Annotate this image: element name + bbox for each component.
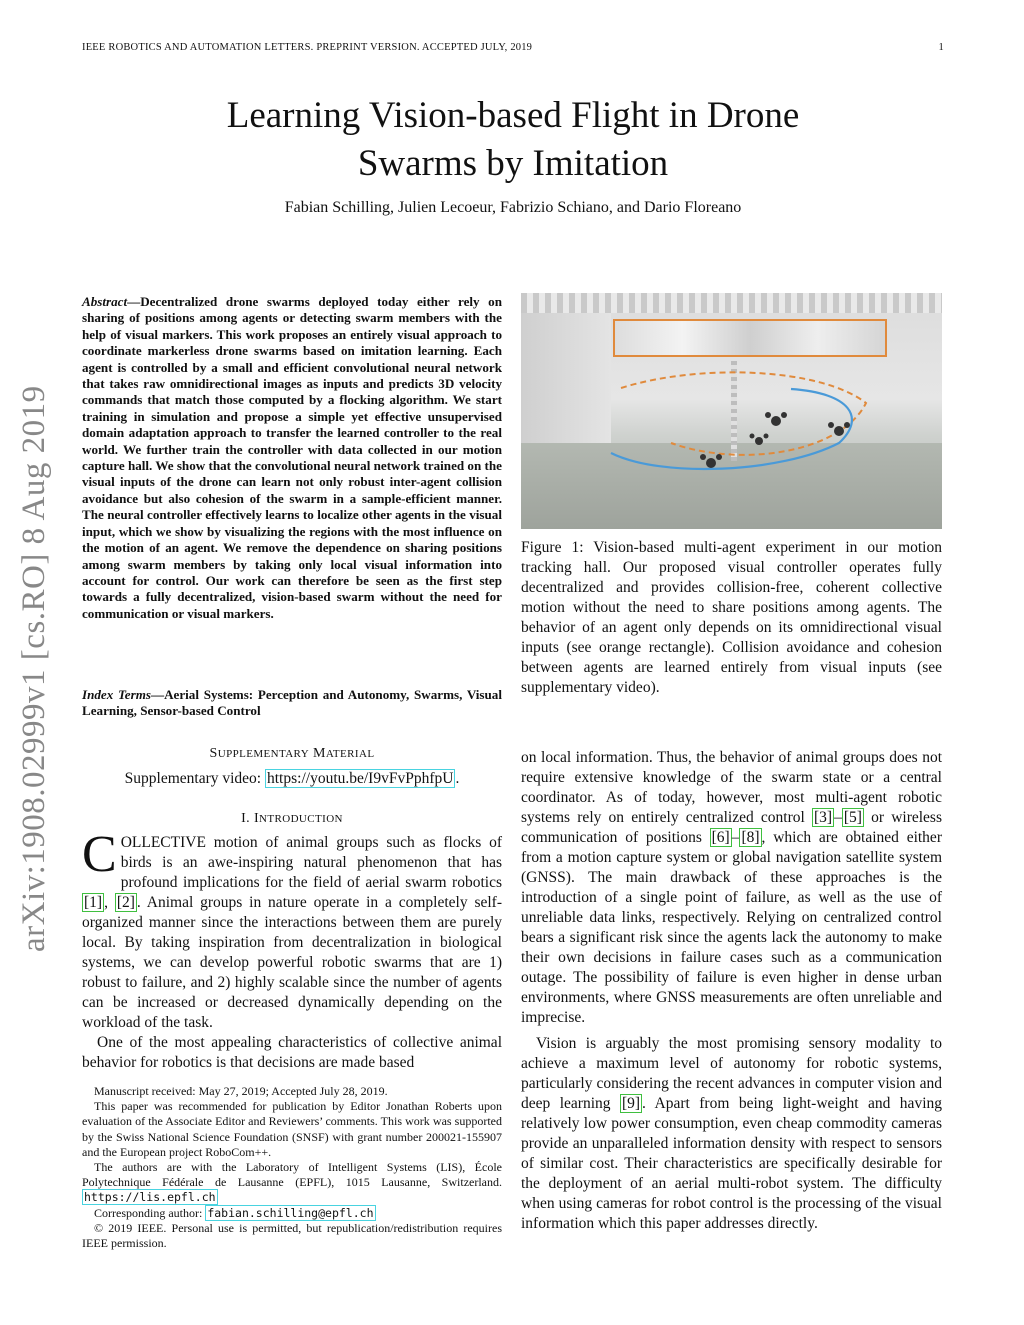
intro-num: I. — [241, 811, 254, 826]
supp-cap-1: S — [209, 746, 218, 761]
introduction-heading — [82, 811, 502, 827]
footnote-copyright: © 2019 IEEE. Personal use is permitted, but republication/redistribution requires IEEE permission. — [82, 1220, 502, 1251]
paper-title — [82, 92, 944, 188]
lab-url-link[interactable]: https://lis.epfl.ch — [84, 1190, 216, 1205]
citation-8[interactable]: [8] — [741, 829, 760, 846]
arxiv-stamp: arXiv:1908.02999v1 [cs.RO] 8 Aug 2019 — [16, 385, 52, 952]
right-paragraph-1 — [521, 748, 942, 1028]
right-paragraph-2 — [521, 1034, 942, 1234]
page-number: 1 — [938, 42, 944, 53]
title-line-2: Swarms by Imitation — [357, 143, 669, 184]
footnote-recommended: This paper was recommended for publication by Editor Jonathan Roberts upon evaluation of the Associate Editor and Reviewers’ comments. This work was supported by the Swiss National Science Foundation (SNSF) with grant number 200021-155907 and the European project RoboCom++. — [82, 1099, 502, 1159]
abstract — [82, 294, 502, 622]
introduction-text — [82, 826, 502, 1073]
figure-1-caption: Figure 1: Vision-based multi-agent experiment in our motion tracking hall. Our proposed visual controller operates fully decentralized and provides collision-free, coherent collective motion without the need to share positions among agents. The behavior of an agent only depends on its omnidirectional visual inputs (see orange rectangle). Collision avoidance and cohesion between agents are learned entirely from visual inputs (see supplementary video). — [521, 539, 942, 696]
index-terms-text: —Aerial Systems: Perception and Autonomy, Swarms, Visual Learning, Sensor-based Control — [82, 687, 502, 719]
trajectory-overlay — [521, 293, 942, 529]
right-p1-a: on local information. Thus, the behavior of animal groups does not require extensive knowledge of the swarm state or a central coordinator. As of today, however, most multi-agent robotic systems rely on entirely centralized control — [521, 749, 942, 826]
index-terms-lead: Index Terms — [82, 687, 151, 702]
supplementary-video — [82, 770, 502, 788]
drone-icon — [765, 412, 787, 426]
drop-cap: C — [82, 826, 117, 883]
citation-3[interactable]: [3] — [814, 809, 833, 826]
running-head-text: IEEE ROBOTICS AND AUTOMATION LETTERS. PREPRINT VERSION. ACCEPTED JULY, 2019 — [82, 42, 533, 53]
footnote-received: Manuscript received: May 27, 2019; Accepted July 28, 2019. — [94, 1084, 388, 1098]
right-p1-d: – — [731, 829, 740, 846]
supplementary-heading — [82, 746, 502, 762]
right-p1-b: – — [834, 809, 842, 826]
index-terms — [82, 687, 502, 720]
intro-p1-b: , — [104, 894, 115, 911]
intro-paragraph-1 — [82, 826, 502, 1033]
right-p2-a: Vision is arguably the most promising sensory modality to achieve a maximum level of autonomy for robotic systems, particularly considering the recent advances in computer vision and deep learning — [521, 1035, 942, 1112]
citation-2[interactable]: [2] — [116, 894, 135, 911]
supp-cap-2: M — [312, 746, 326, 761]
right-p1-c: or wireless communication of positions — [521, 809, 942, 846]
right-p2-b: . Apart from being light-weight and having relatively low power consumption, even cheap commodity cameras provide an unparalleled information density with respect to sensors of similar cost. Their characteristics are specifically desirable for the deployment of an aerial multi-robot system. The difficulty when using cameras for robot control is the processing of the visual information which this paper addresses directly. — [521, 1095, 942, 1232]
running-head — [82, 42, 944, 53]
intro-rest: NTRODUCTION — [259, 813, 343, 825]
title-line-1: Learning Vision-based Flight in Drone — [226, 95, 800, 136]
intro-paragraph-2: One of the most appealing characteristics of collective animal behavior for robotics is that decisions are made based — [82, 1034, 502, 1071]
affiliation-text: The authors are with the Laboratory of Intelligent Systems (LIS), École Polytechnique Fédérale de Lausanne (EPFL), 1015 Lausanne, Switzerland. — [82, 1160, 502, 1190]
author-list: Fabian Schilling, Julien Lecoeur, Fabrizio Schiano, and Dario Floreano — [284, 199, 742, 216]
abstract-lead: Abstract — [82, 294, 128, 309]
citation-1[interactable]: [1] — [84, 894, 103, 911]
citation-5[interactable]: [5] — [843, 809, 862, 826]
supp-label: Supplementary video: — [124, 770, 265, 787]
corresponding-email-link[interactable]: fabian.schilling@epfl.ch — [207, 1205, 374, 1220]
footnote-affiliation — [82, 1160, 502, 1206]
citation-9[interactable]: [9] — [621, 1095, 641, 1112]
citation-6[interactable]: [6] — [711, 829, 730, 846]
supp-rest-1: UPPLEMENTARY — [217, 748, 310, 760]
orange-trajectory — [621, 372, 866, 455]
footnotes — [82, 1084, 502, 1251]
intro-p1-c: . Animal groups in nature operate in a completely self-organized manner since the interactions between them are purely local. By taking inspiration from decentralization in biological systems, we can develop powerful robotic swarms that are 1) robust to failure, and 2) highly scalable since the number of agents can be increased or decreased dynamically depending on the workload of the task. — [82, 894, 502, 1031]
abstract-text: —Decentralized drone swarms deployed today either rely on sharing of positions among agents or detecting swarm members with the help of visual markers. This work proposes an entirely visual approach to coordinate markerless drone swarms based on imitation learning. Each agent is controlled by a small and efficient convolutional neural network that takes raw omnidirectional images as inputs and predicts 3D velocity commands that match those computed by a flocking algorithm. We start training in simulation and propose a simple yet effective unsupervised domain adaptation approach to transfer the learned controller to the real world. We further train the controller with data collected in our motion capture hall. We show that the convolutional neural network trained on the visual inputs of the drone can learn not only robust inter-agent collision avoidance but also cohesion of the swarm in a sample-efficient manner. The neural controller effectively learns to localize other agents in the visual input, which we show by visualizing the regions with the most influence on the motion of an agent. We remove the dependence on sharing positions among swarm members by taking only local visual information into account for control. Our work can therefore be seen as the first step towards a fully decentralized, vision-based swarm without the need for communication or visual markers. — [82, 294, 502, 621]
drone-icon — [750, 434, 769, 446]
right-column-text — [521, 748, 942, 1234]
blue-trajectory — [611, 389, 852, 469]
corresponding-label: Corresponding author: — [94, 1205, 206, 1220]
drone-icon — [700, 454, 722, 468]
footnote-corresponding — [82, 1206, 502, 1221]
figure-1-photo — [521, 293, 942, 529]
supp-tail: . — [455, 770, 460, 787]
right-p1-e: , which are obtained either from a motion capture system or global navigation satellite system (GNSS). The main drawback of these approaches is the introduction of a single point of failure, as well as the use of unreliable data links, respectively. Relying on centralized control bears a significant risk since the agents lack the autonomy to make their own decisions in failure cases such as a communication outage. The possibility of failure is even higher in dense urban environments, where GNSS measurements are often unreliable and imprecise. — [521, 829, 942, 1026]
supp-rest-2: ATERIAL — [325, 748, 375, 760]
intro-cap: I — [253, 811, 260, 826]
supp-video-link[interactable]: https://youtu.be/I9vFvPphfpU — [267, 770, 454, 787]
intro-p1-a: OLLECTIVE motion of animal groups such as flocks of birds is an awe-inspiring natural phenomenon that has profound implications for the field of aerial swarm robotics — [120, 834, 502, 891]
